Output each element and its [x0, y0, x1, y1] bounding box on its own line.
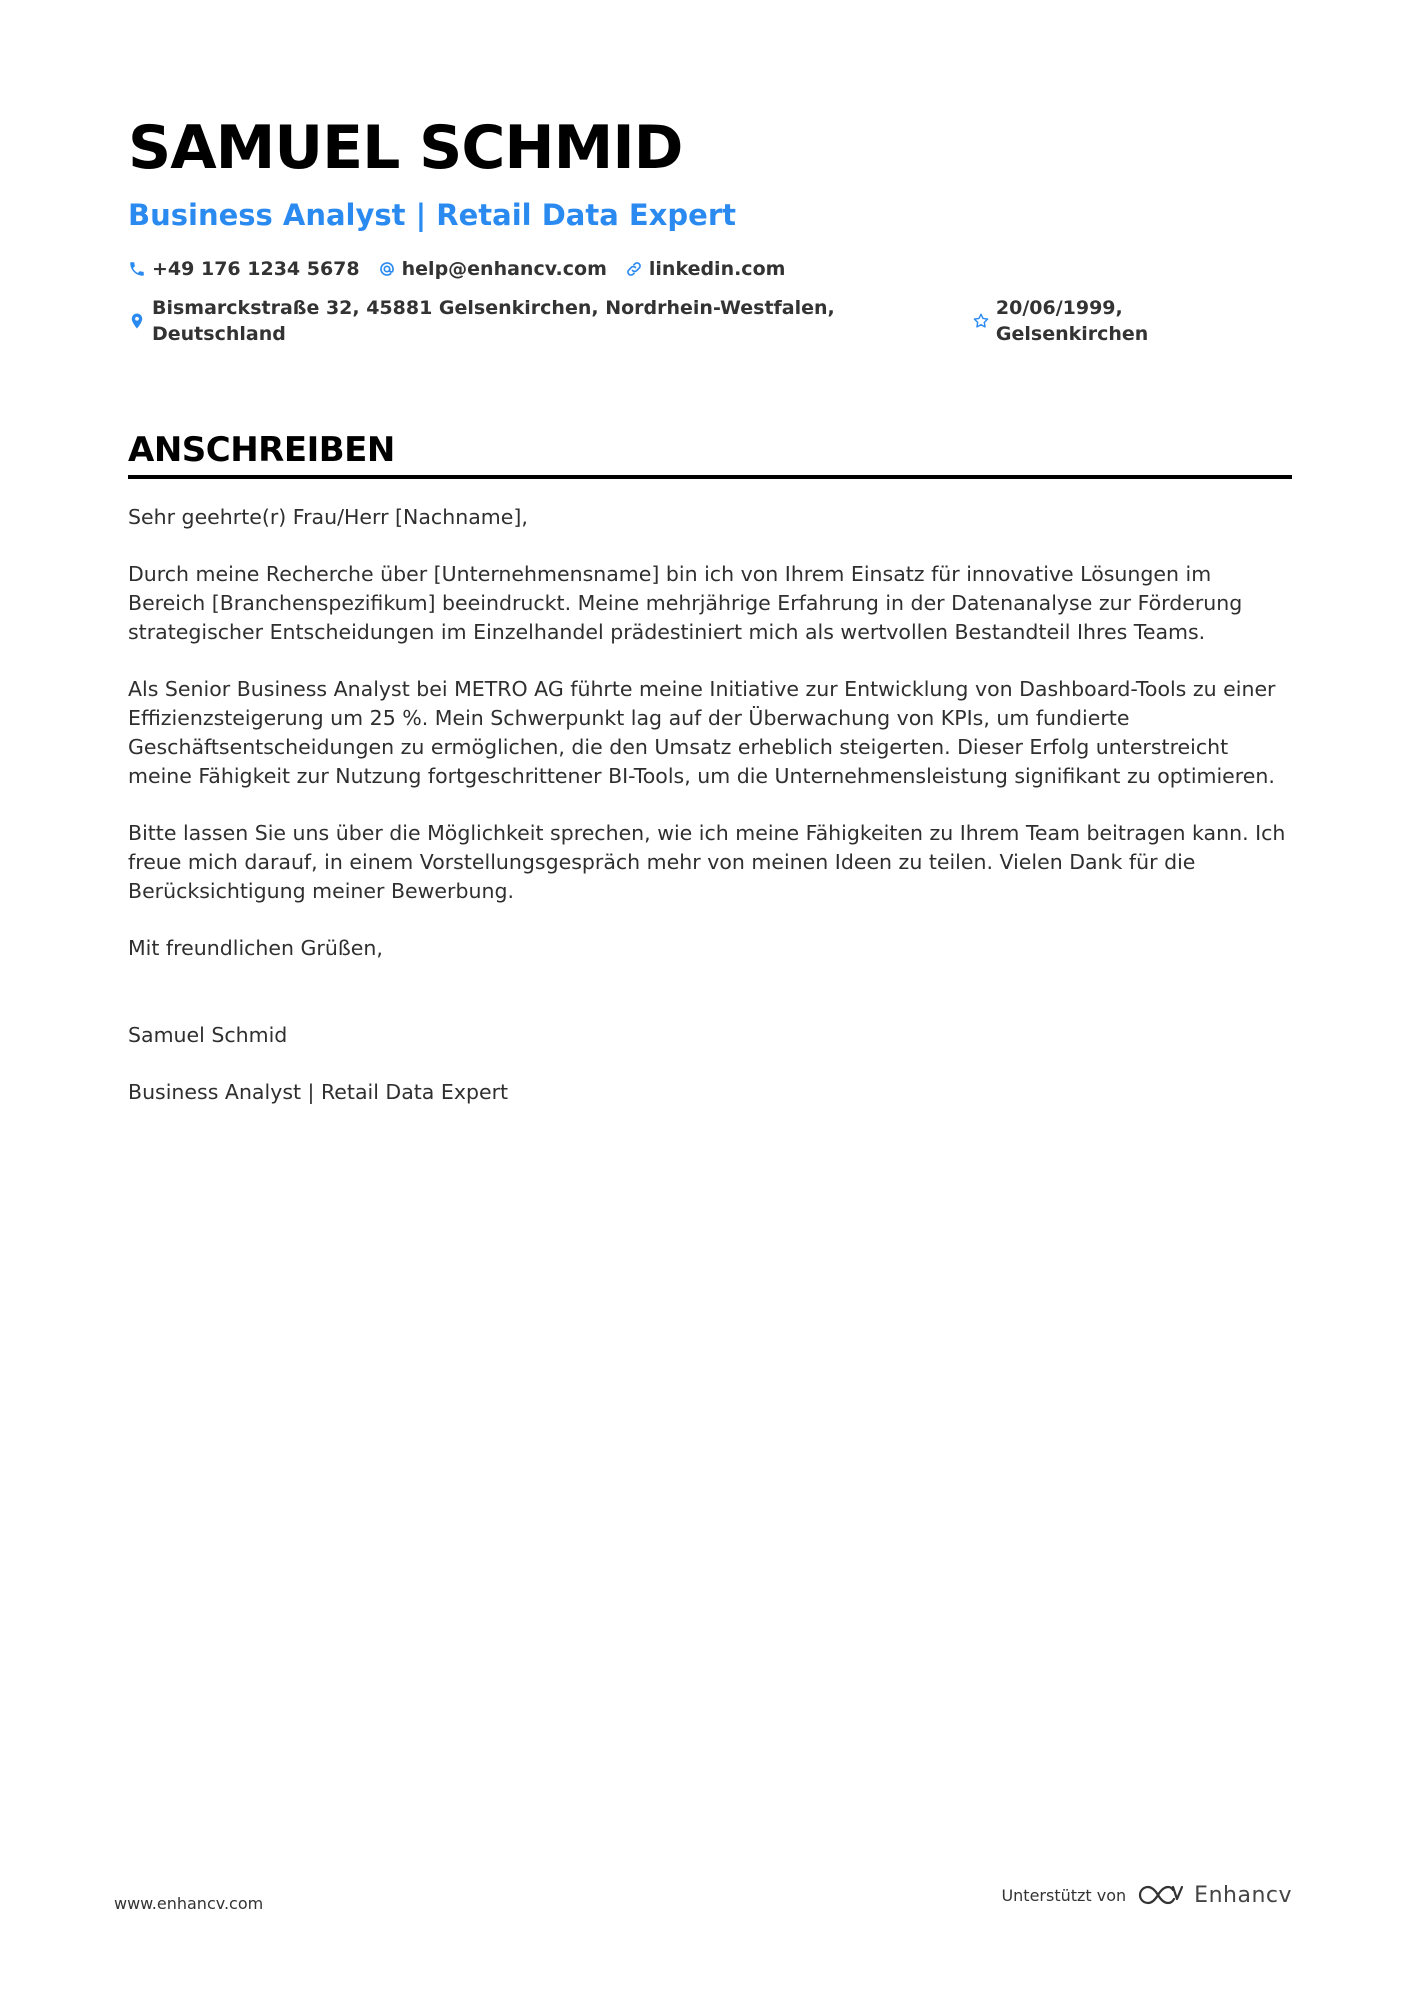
signature-name: Samuel Schmid [128, 1023, 288, 1047]
contact-linkedin[interactable] [625, 256, 786, 282]
address-text: Bismarckstraße 32, 45881 Gelsenkirchen, Nordrhein-Westfalen, Deutschland [152, 297, 835, 345]
cover-letter-page [128, 110, 1292, 1135]
link-icon [625, 260, 643, 278]
birth-text: 20/06/1999, Gelsenkirchen [995, 297, 1149, 345]
closing: Mit freundlichen Grüßen, [128, 936, 383, 960]
footer-website[interactable]: www.enhancv.com [114, 1894, 264, 1913]
footer-branding[interactable] [1001, 1882, 1292, 1908]
section-title: ANSCHREIBEN [128, 430, 395, 470]
contact-birth [972, 295, 1274, 347]
applicant-headline: Business Analyst | Retail Data Expert [128, 198, 736, 232]
section-divider [128, 475, 1292, 479]
signature-title: Business Analyst | Retail Data Expert [128, 1080, 509, 1104]
contact-address [128, 295, 954, 347]
contact-row-primary [128, 256, 1292, 282]
phone-icon [128, 260, 146, 278]
contact-phone [128, 256, 360, 282]
contact-email[interactable] [378, 256, 607, 282]
at-icon [378, 260, 396, 278]
enhancv-logo-icon [1138, 1882, 1184, 1908]
brand-wordmark: Enhancv [1194, 1882, 1292, 1908]
star-icon [972, 312, 990, 330]
contact-row-secondary [128, 295, 1292, 347]
salutation: Sehr geehrte(r) Frau/Herr [Nachname], [128, 505, 528, 529]
paragraph-2: Als Senior Business Analyst bei METRO AG führte meine Initiative zur Entwicklung von Dashboard-Tools zu einer Effizienzsteigerung um 25 %. Mein Schwerpunkt lag auf der Überwachung von KPIs, um fundierte Geschäftsentscheidungen zu ermöglichen, die den Umsatz erheblich steigerten. Dieser Erfolg unterstreicht meine Fähigkeit zur Nutzung fortgeschrittener BI-Tools, um die Unternehmensleistung signifikant zu optimieren. [128, 677, 1276, 788]
applicant-name: SAMUEL SCHMID [128, 113, 683, 183]
paragraph-3: Bitte lassen Sie uns über die Möglichkeit sprechen, wie ich meine Fähigkeiten zu Ihrem Team beitragen kann. Ich freue mich darauf, in einem Vorstellungsgespräch mehr von meinen Ideen zu teilen. Vielen Dank für die Berücksichtigung meiner Bewerbung. [128, 821, 1286, 903]
linkedin-text: linkedin.com [648, 258, 786, 280]
email-text: help@enhancv.com [401, 258, 607, 280]
phone-text: +49 176 1234 5678 [152, 258, 360, 280]
location-pin-icon [128, 312, 146, 330]
letter-body [128, 503, 1292, 1107]
paragraph-1: Durch meine Recherche über [Unternehmensname] bin ich von Ihrem Einsatz für innovative Lösungen im Bereich [Branchenspezifikum] beeindruckt. Meine mehrjährige Erfahrung in der Datenanalyse zur Förderung strategischer Entscheidungen im Einzelhandel prädestiniert mich als wertvollen Bestandteil Ihres Teams. [128, 562, 1243, 644]
powered-by-label: Unterstützt von [1001, 1885, 1127, 1905]
